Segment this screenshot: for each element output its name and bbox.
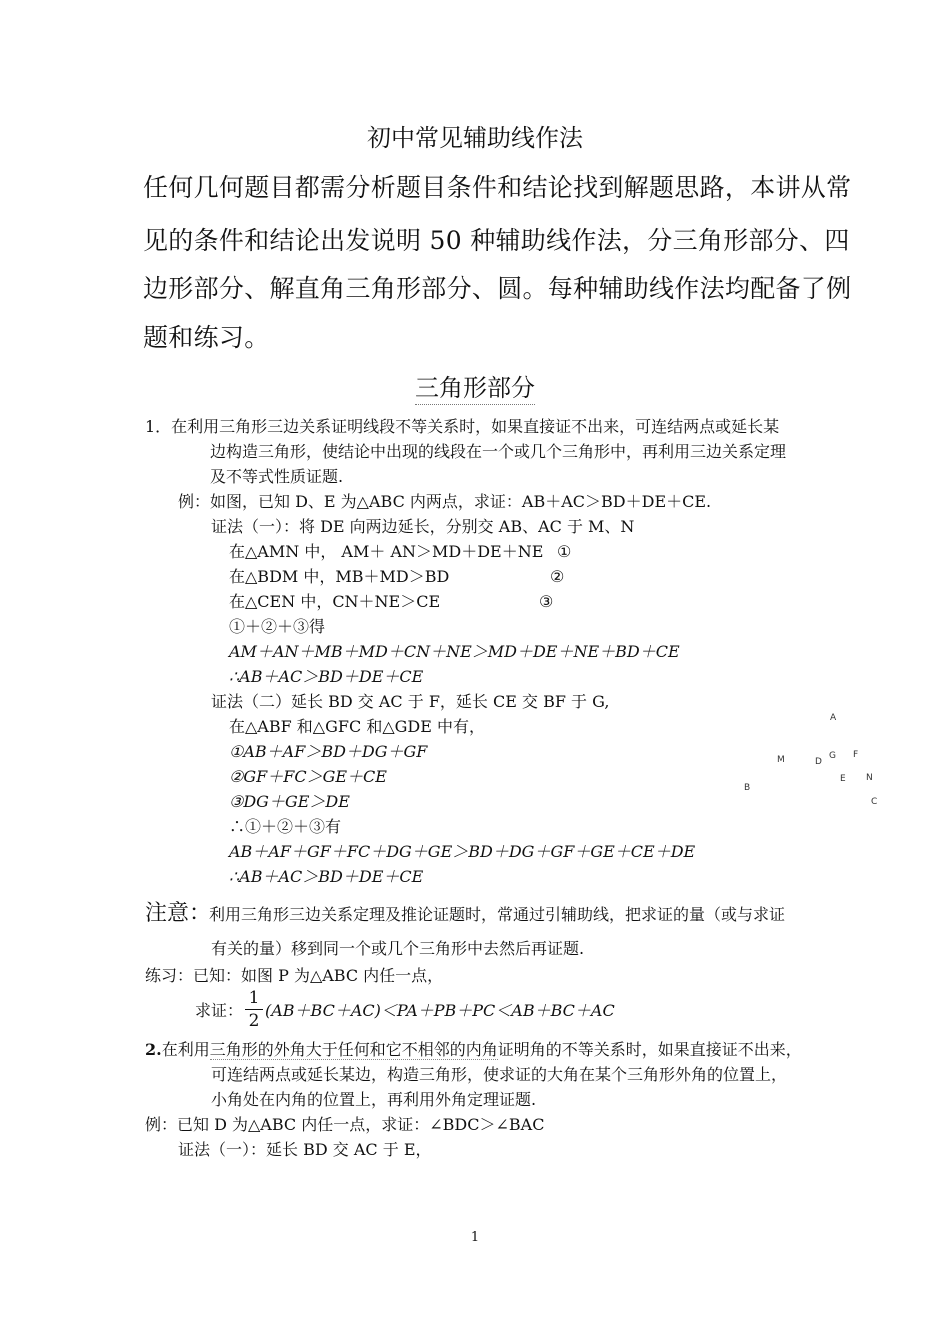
point-label-e: E: [840, 774, 846, 784]
proof2-step: ②GF＋FC＞GE＋CE: [229, 767, 387, 786]
item1-line: 及不等式性质证题.: [210, 467, 344, 486]
intro-line: 任何几何题目都需分析题目条件和结论找到解题思路，本讲从常: [143, 173, 852, 202]
proof2-title: 证法（二）延长 BD 交 AC 于 F，延长 CE 交 BF 于 G,: [211, 692, 610, 711]
intro-line: 题和练习。: [143, 323, 270, 352]
item1-example: 例：如图，已知 D、E 为△ABC 内两点，求证：AB＋AC＞BD＋DE＋CE.: [178, 492, 712, 511]
item2-line: 2.在利用三角形的外角大于任何和它不相邻的内角证明角的不等关系时，如果直接证不出来，: [145, 1040, 802, 1059]
proof2-step: ①AB＋AF＞BD＋DG＋GF: [229, 742, 428, 761]
exercise-line: 练习：已知：如图 P 为△ABC 内任一点，: [145, 966, 444, 985]
point-label-a: A: [830, 713, 837, 723]
point-label-g: G: [829, 751, 836, 761]
proof1-step: AM＋AN＋MB＋MD＋CN＋NE＞MD＋DE＋NE＋BD＋CE: [229, 642, 680, 661]
exercise-formula: (AB＋BC＋AC)＜PA＋PB＋PC＜AB＋BC＋AC: [265, 1001, 615, 1020]
proof1-title: 证法（一）：将 DE 向两边延长，分别交 AB、AC 于 M、N: [211, 517, 635, 536]
page-title: 初中常见辅助线作法: [367, 124, 583, 152]
step-mark: ②: [550, 567, 565, 586]
proof1-step: 在△AMN 中， AM＋ AN＞MD＋DE＋NE: [229, 542, 544, 561]
note-line: 有关的量）移到同一个或几个三角形中去然后再证题.: [211, 939, 585, 958]
proof2-step: 在△ABF 和△GFC 和△GDE 中有，: [229, 717, 486, 736]
fraction-one-half: 1 2: [245, 988, 263, 1031]
proof2-step: ∴AB＋AC＞BD＋DE＋CE: [229, 867, 424, 886]
page-number: 1: [470, 1230, 480, 1245]
intro-line: 见的条件和结论出发说明 50 种辅助线作法，分三角形部分、四: [143, 226, 850, 255]
point-label-d: D: [815, 757, 822, 767]
section-title: 三角形部分: [0, 368, 950, 403]
proof2-step: ③DG＋GE＞DE: [229, 792, 350, 811]
point-label-c: C: [871, 797, 878, 807]
point-label-n: N: [866, 773, 873, 783]
proof2-step: AB＋AF＋GF＋FC＋DG＋GE＞BD＋DG＋GF＋GE＋CE＋DE: [229, 842, 696, 861]
exercise-prove-label: 求证：: [195, 1001, 244, 1020]
proof1-step: ①＋②＋③得: [229, 617, 326, 636]
step-mark: ①: [557, 542, 572, 561]
step-mark: ③: [539, 592, 554, 611]
note-line: 利用三角形三边关系定理及推论证题时，常通过引辅助线，把求证的量（或与求证: [209, 905, 786, 924]
proof1-step: 在△CEN 中，CN＋NE＞CE: [229, 592, 441, 611]
item2-line: 可连结两点或延长某边，构造三角形，使求证的大角在某个三角形外角的位置上，: [211, 1065, 788, 1084]
point-label-b: B: [744, 783, 751, 793]
item2-proof1: 证法（一）：延长 BD 交 AC 于 E，: [178, 1140, 432, 1159]
note-label: 注意：: [145, 901, 212, 926]
proof1-step: 在△BDM 中，MB＋MD＞BD: [229, 567, 450, 586]
point-label-m: M: [777, 755, 785, 765]
proof1-step: ∴AB＋AC＞BD＋DE＋CE: [229, 667, 424, 686]
item2-underlined-phrase: 三角形的外角大于任何和它不相邻的内角: [209, 1040, 498, 1059]
item2-example: 例：已知 D 为△ABC 内任一点，求证：∠BDC＞∠BAC: [145, 1115, 545, 1134]
proof2-step: ∴①＋②＋③有: [229, 817, 342, 836]
intro-line: 边形部分、解直角三角形部分、圆。每种辅助线作法均配备了例: [143, 274, 852, 303]
point-label-f: F: [853, 750, 859, 760]
item2-line: 小角处在内角的位置上，再利用外角定理证题.: [211, 1090, 537, 1109]
item1-line: 1．在利用三角形三边关系证明线段不等关系时，如果直接证不出来，可连结两点或延长某: [145, 417, 780, 436]
item1-line: 边构造三角形，使结论中出现的线段在一个或几个三角形中，再利用三边关系定理: [210, 442, 787, 461]
